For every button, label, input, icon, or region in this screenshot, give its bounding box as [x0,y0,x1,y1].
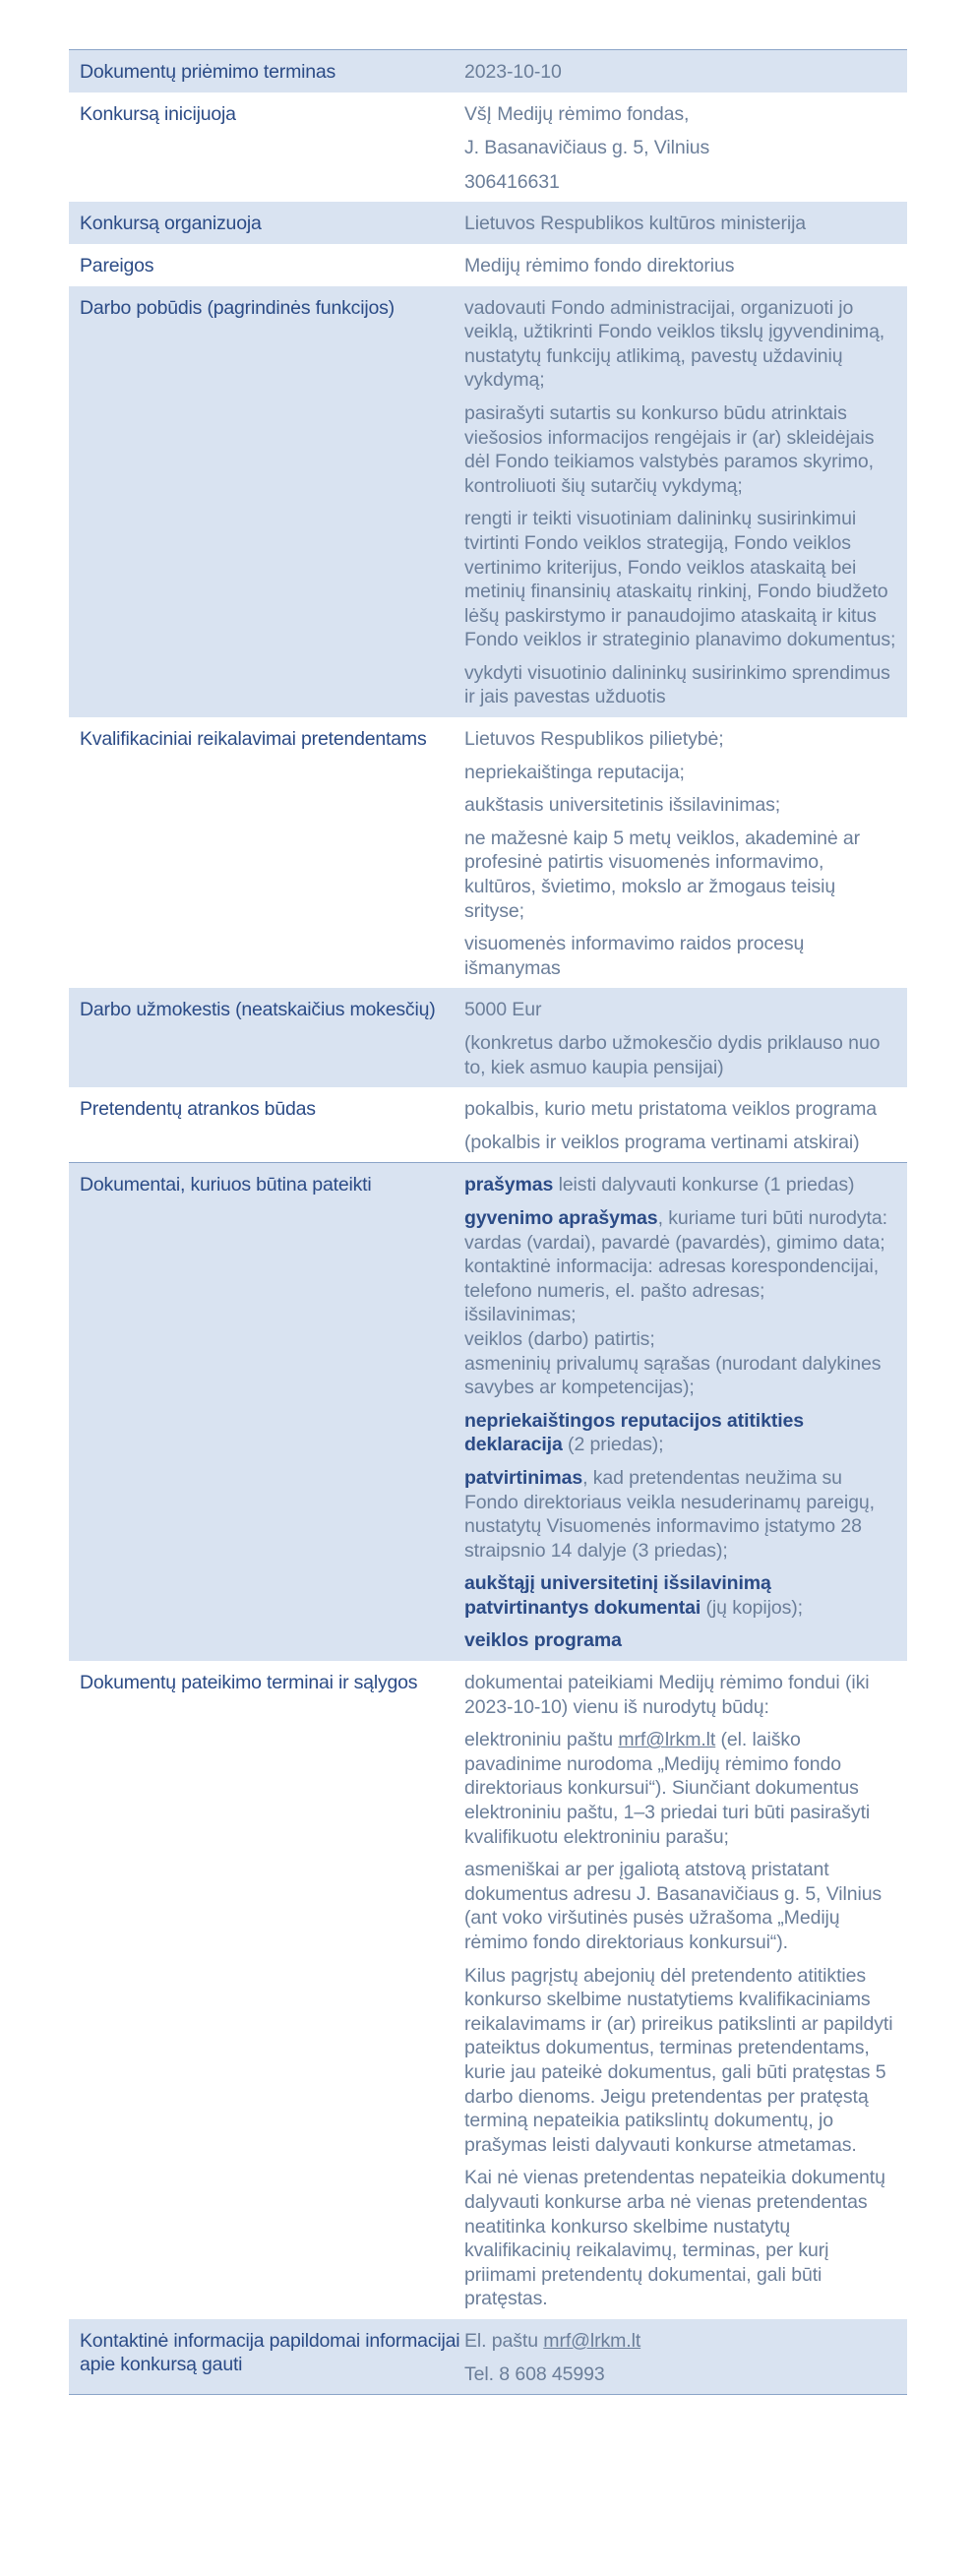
initiator-code: 306416631 [464,170,560,193]
document-description: leisti dalyvauti konkurse (1 priedas) [553,1174,855,1196]
contact-email [464,2329,899,2354]
row-value [464,1087,907,1162]
selection-method: pokalbis, kurio metu pristatoma veiklos programa [464,1098,877,1121]
contact-phone: Tel. 8 608 45993 [464,2362,605,2385]
terms-paragraph: Kai nė vienas pretendentas nepateikia dokumentų dalyvauti konkurse arba nė vienas pretendentas neatitinka konkurso skelbime nustatytų kvalifikacinių reikalavimų, terminas, per kurį priimami pretendentų dokumentai, gali būti pratęstas. [464,2167,885,2310]
row-value [464,92,907,203]
terms-paragraph: Kilus pagrįstų abejonių dėl pretendento atitikties konkurso skelbime nustatytiems kvalifikaciniams reikalavimams ir (ar) prireikus patikslinti ar papildyti pateiktus dokumentus, terminas pretendentams, kurie jau pateikė dokumentus, gali būti pratęstas 5 darbo dienoms. Jeigu pretendentas per pratęstą terminą nepateikia patikslintų dokumentų, jo prašymas leisti dalyvauti konkurse atmetamas. [464,1964,893,2156]
row-initiator [69,92,907,203]
document-title: aukštąjį universitetinį išsilavinimą patvirtinantys dokumentai [464,1572,771,1619]
qualification-item: visuomenės informavimo raidos procesų išmanymas [464,933,805,979]
document-title: nepriekaištingos reputacijos atitikties deklaracija [464,1409,805,1456]
row-label: Darbo užmokestis (neatskaičius mokesčių) [80,999,436,1021]
document-title: patvirtinimas [464,1466,583,1489]
row-salary [69,988,907,1087]
row-value [464,244,907,286]
document-description: (jų kopijos); [701,1596,803,1619]
document-description: , kuriame turi būti nurodyta: vardas (vardai), pavardė (pavardės), gimimo data; kontaktinė informacija: adresas korespondencijai, telefono numeris, el. pašto adresas; [464,1206,887,1302]
salary-note: (konkretus darbo užmokesčio dydis priklauso nuo to, kiek asmuo kaupia pensijai) [464,1032,881,1078]
document-title: gyvenimo aprašymas [464,1206,658,1229]
row-label: Kontaktinė informacija papildomai informacijai apie konkursą gauti [80,2329,460,2375]
cv-item: asmeninių privalumų sąrašas (nurodant dalykines savybes ar kompetencijas); [464,1352,882,1399]
row-position [69,244,907,286]
document-title: prašymas [464,1174,554,1196]
row-value [464,988,907,1087]
document-item [464,1571,899,1620]
cv-item: išsilavinimas; [464,1304,577,1326]
row-organizer [69,202,907,244]
row-deadline [69,50,907,92]
function-item: vadovauti Fondo administracijai, organizuoti jo veiklą, užtikrinti Fondo veiklos tikslų įgyvendinimą, nustatytų funkcijų atlikimą, pavestų uždavinių vykdymą; [464,296,885,392]
terms-paragraph: dokumentai pateikiami Medijų rėmimo fondui (iki 2023-10-10) vienu iš nurodytų būdų: [464,1672,870,1718]
email-link[interactable]: mrf@lrkm.lt [618,1729,716,1751]
row-submission-terms [69,1661,907,2319]
qualification-item: ne mažesnė kaip 5 metų veiklos, akademinė ar profesinė patirtis visuomenės informavimo, kultūros, švietimo, mokslo ar žmogaus teisių srityse; [464,827,861,922]
row-label: Konkursą organizuoja [80,213,262,235]
row-value [464,717,907,988]
qualification-item: aukštasis universitetinis išsilavinimas; [464,794,781,817]
row-functions [69,286,907,718]
row-qualifications [69,717,907,988]
document-item [464,1409,899,1457]
initiator-name: VšĮ Medijų rėmimo fondas, [464,102,690,125]
function-item: pasirašyti sutartis su konkurso būdu atrinktais viešosios informacijos rengėjais ir (ar) skleidėjais dėl Fondo teikiamos valstybės paramos skyrimo, kontroliuoti šių sutarčių vykdymą; [464,401,875,497]
deadline-date: 2023-10-10 [464,61,562,83]
salary-amount: 5000 Eur [464,999,542,1021]
row-contact [69,2319,907,2394]
initiator-address: J. Basanavičiaus g. 5, Vilnius [464,137,710,159]
row-value [464,1661,907,2319]
document-item [464,1466,899,1563]
cv-item: veiklos (darbo) patirtis; [464,1327,655,1350]
document-description: , kad pretendentas neužima su Fondo direktoriaus veikla nesuderinamų pareigų, nustatytų Visuomenės informavimo įstatymo 28 straipsnio 14 dalyje (3 priedas); [464,1466,875,1562]
competition-announcement-table [69,49,907,2395]
document-description: (2 priedas); [562,1434,664,1456]
row-label: Pretendentų atrankos būdas [80,1098,316,1121]
contact-email-link[interactable]: mrf@lrkm.lt [543,2329,641,2352]
terms-paragraph [464,1728,899,1849]
position-name: Medijų rėmimo fondo direktorius [464,254,735,276]
row-value [464,202,907,244]
row-selection-method [69,1087,907,1162]
contact-email-label: El. paštu [464,2329,544,2352]
row-label: Dokumentai, kuriuos būtina pateikti [80,1174,372,1196]
document-title: veiklos programa [464,1629,622,1652]
qualification-item: nepriekaištinga reputacija; [464,761,685,783]
document-item [464,1173,899,1197]
row-value [464,2319,907,2394]
qualification-item: Lietuvos Respublikos pilietybė; [464,728,724,751]
function-item: vykdyti visuotinio dalininkų susirinkimo sprendimus ir jais pavestas užduotis [464,661,890,708]
row-label: Konkursą inicijuoja [80,102,236,125]
organizer-name: Lietuvos Respublikos kultūros ministerija [464,213,807,235]
row-label: Darbo pobūdis (pagrindinės funkcijos) [80,296,395,319]
selection-note: (pokalbis ir veiklos programa vertinami atskirai) [464,1131,860,1153]
function-item: rengti ir teikti visuotiniam dalininkų susirinkimui tvirtinti Fondo veiklos strategiją, Fondo veiklos vertinimo kriterijus, Fondo veiklos ataskaitą bei metinių finansinių ataskaitų rinkinį, Fondo biudžeto lėšų paskirstymo ir panaudojimo ataskaitą ir kitus Fondo veiklos ir strateginio planavimo dokumentus; [464,508,896,651]
row-label: Pareigos [80,254,154,276]
row-value [464,1163,907,1661]
row-value [464,50,907,92]
terms-text: (el. laiško pavadinime nurodoma „Medijų rėmimo fondo direktoriaus konkursui“). Siunčiant dokumentus elektroniniu paštu, 1–3 priedai turi būti pasirašyti kvalifikuotu elektroniniu parašu; [464,1729,871,1848]
row-label: Kvalifikaciniai reikalavimai pretendentams [80,728,427,751]
row-required-documents [69,1162,907,1661]
row-value [464,286,907,718]
terms-text: elektroniniu paštu [464,1729,619,1751]
row-label: Dokumentų priėmimo terminas [80,61,336,83]
terms-paragraph: asmeniškai ar per įgaliotą atstovą pristatant dokumentus adresu J. Basanavičiaus g. 5, Vilnius (ant voko viršutinės pusės užrašoma „Medijų rėmimo fondo direktoriaus konkursui“). [464,1859,883,1953]
document-item [464,1628,899,1653]
row-label: Dokumentų pateikimo terminai ir sąlygos [80,1672,418,1694]
document-item [464,1206,899,1400]
